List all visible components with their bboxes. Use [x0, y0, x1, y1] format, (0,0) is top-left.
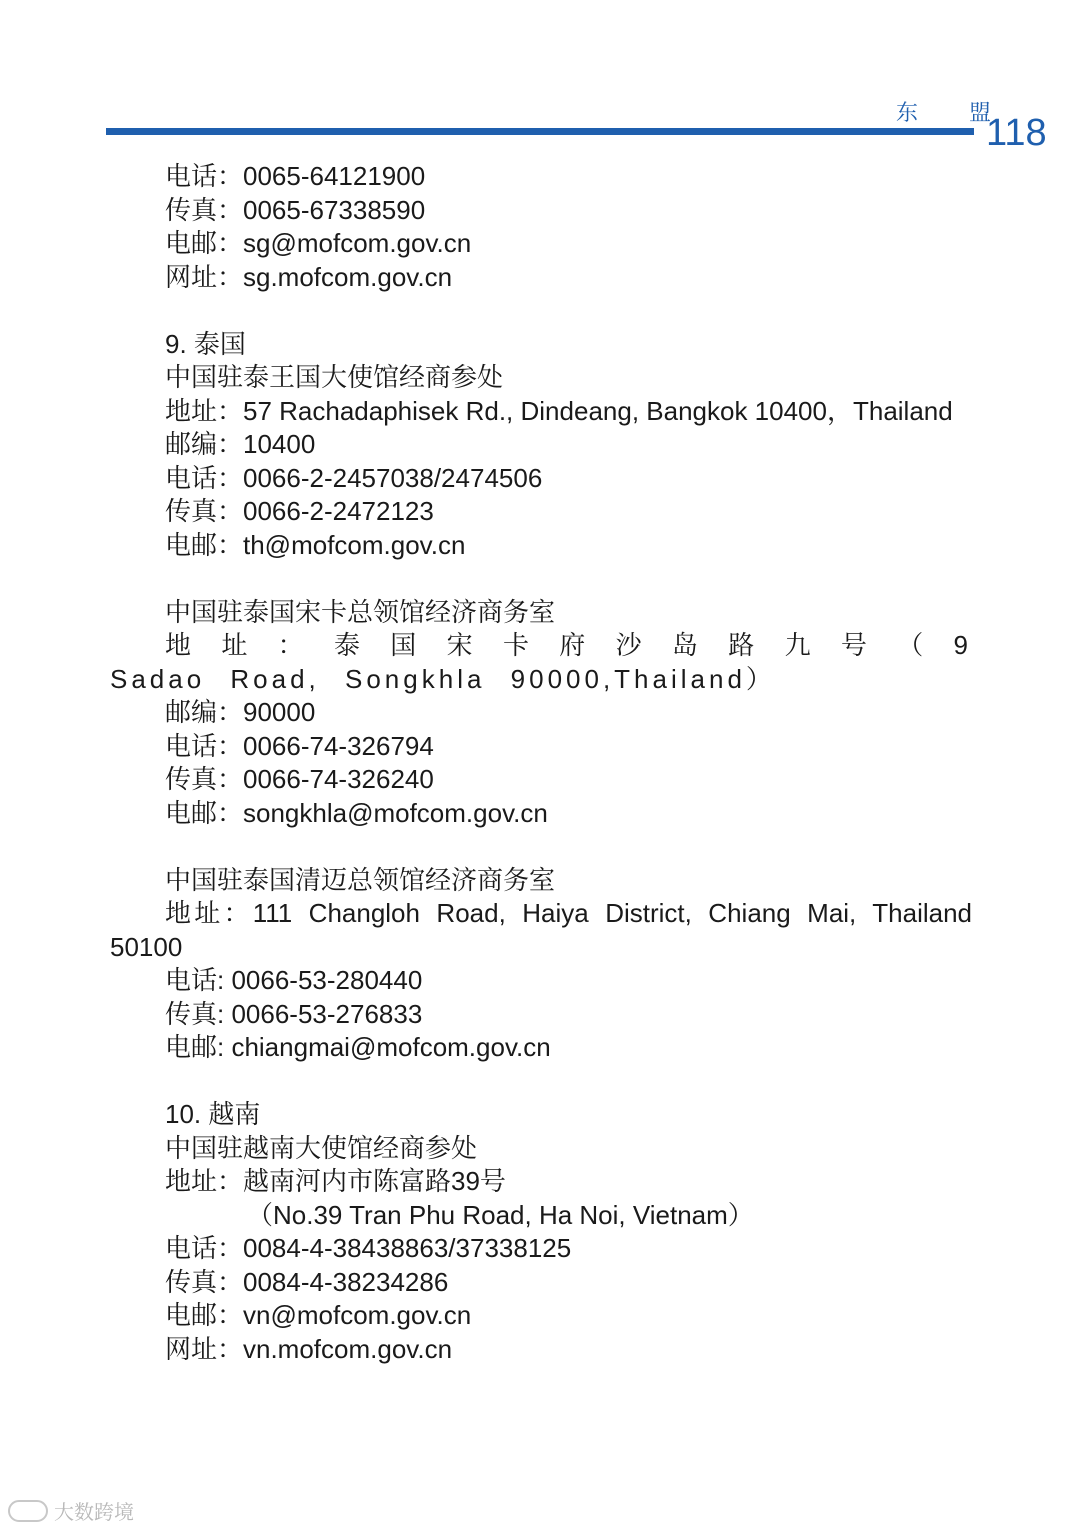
watermark-text: 大数跨境 — [54, 1500, 134, 1524]
songkhla-fax: 传真：0066-74-326240 — [165, 764, 434, 794]
th-embassy-name: 中国驻泰王国大使馆经商参处 — [165, 362, 504, 392]
th-embassy-fax: 传真：0066-2-2472123 — [165, 496, 434, 526]
spacer — [110, 562, 972, 596]
watermark — [8, 1496, 134, 1525]
th-embassy-postcode: 邮编：10400 — [165, 429, 316, 459]
spacer — [110, 830, 972, 864]
th-embassy-address: 地址：57 Rachadaphisek Rd., Dindeang, Bangkok 10400，Thailand — [165, 395, 953, 426]
vn-embassy-phone: 电话：0084-4-38438863/37338125 — [165, 1233, 572, 1263]
vn-embassy-address-en: （No.39 Tran Phu Road, Ha Noi, Vietnam） — [247, 1199, 754, 1230]
sg-fax: 传真：0065-67338590 — [165, 194, 426, 225]
sg-website: 网址：sg.mofcom.gov.cn — [165, 261, 453, 292]
th-embassy-phone: 电话：0066-2-2457038/2474506 — [165, 462, 543, 493]
watermark-logo-icon — [8, 1500, 48, 1522]
sg-email: 电邮：sg@mofcom.gov.cn — [165, 228, 472, 258]
vn-embassy-email: 电邮：vn@mofcom.gov.cn — [165, 1300, 472, 1330]
vn-embassy-fax: 传真：0084-4-38234286 — [165, 1266, 449, 1297]
vn-embassy-address-cn: 地址：越南河内市陈富路39号 — [165, 1166, 506, 1196]
songkhla-email: 电邮：songkhla@mofcom.gov.cn — [165, 797, 548, 828]
th-embassy-email: 电邮：th@mofcom.gov.cn — [165, 529, 466, 560]
page-body — [110, 160, 972, 1366]
vn-embassy-name: 中国驻越南大使馆经商参处 — [165, 1132, 478, 1163]
chiangmai-fax: 传真: 0066-53-276833 — [165, 998, 423, 1029]
chiangmai-email: 电邮: chiangmai@mofcom.gov.cn — [165, 1032, 551, 1062]
vn-embassy-website: 网址：vn.mofcom.gov.cn — [165, 1333, 453, 1364]
sg-phone: 电话：0065-64121900 — [165, 161, 426, 191]
songkhla-postcode: 邮编：90000 — [165, 697, 316, 727]
songkhla-address: 地 址 ： 泰 国 宋 卡 府 沙 岛 路 九 号 （ 9 Sadao Road, Songkhla 90000,Thailand） — [110, 630, 972, 694]
spacer — [110, 294, 972, 328]
spacer — [110, 1065, 972, 1099]
header-rule — [106, 128, 974, 135]
page-number: 118 — [986, 112, 1047, 154]
thailand-heading: 9. 泰国 — [165, 328, 246, 359]
vietnam-heading: 10. 越南 — [165, 1099, 261, 1129]
songkhla-phone: 电话：0066-74-326794 — [165, 730, 434, 761]
chiangmai-address: 地址：111 Changloh Road, Haiya District, Chiang Mai, Thailand 50100 — [110, 898, 972, 962]
songkhla-name: 中国驻泰国宋卡总领馆经济商务室 — [165, 596, 556, 627]
chiangmai-phone: 电话: 0066-53-280440 — [165, 965, 423, 995]
section-title: 东 盟 — [896, 101, 1013, 126]
chiangmai-name: 中国驻泰国清迈总领馆经济商务室 — [165, 864, 556, 895]
